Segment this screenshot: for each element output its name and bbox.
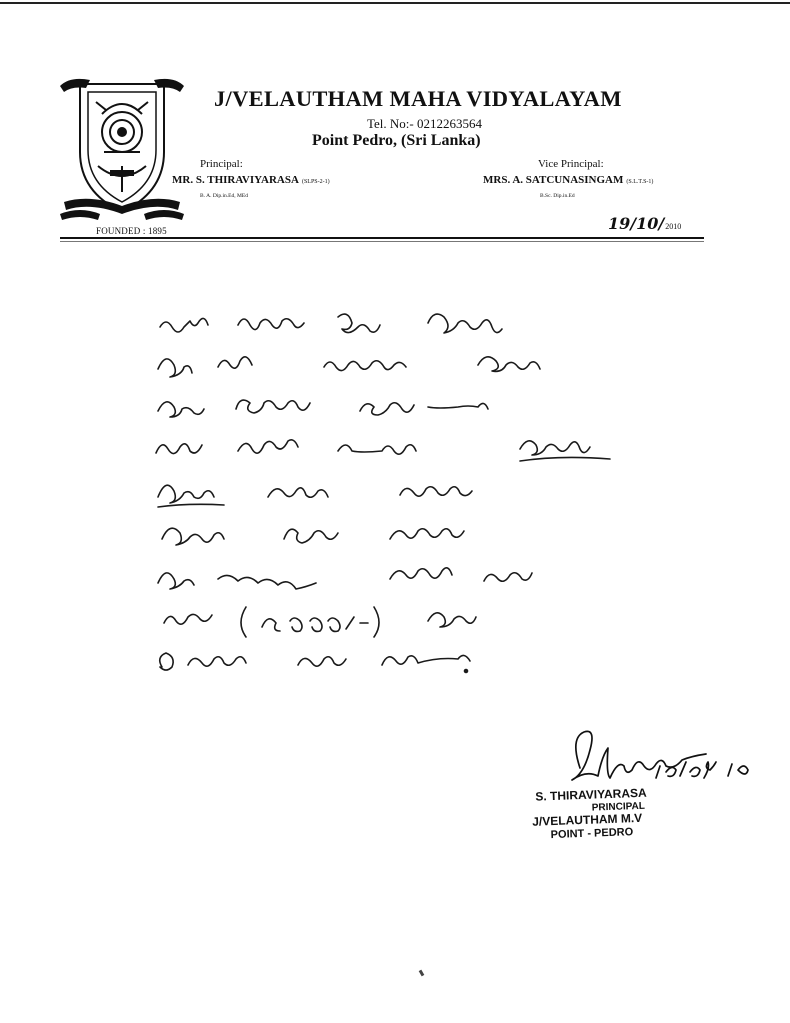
handwritten-letter-body (128, 303, 738, 713)
school-crest-emblem (60, 74, 184, 224)
printed-year: 2010 (665, 222, 682, 231)
principal-name-text: MR. S. THIRAVIYARASA (172, 174, 299, 186)
telephone-number: Tel. No:- 0212263564 (367, 116, 482, 131)
letterhead-rule-thin (60, 241, 704, 242)
letter-date (608, 214, 681, 234)
vice-principal-name (483, 174, 653, 186)
stamp-town: POINT - PEDRO (550, 826, 634, 842)
handwritten-date: 19/10/ (608, 214, 665, 233)
stamp-role: PRINCIPAL (591, 800, 646, 814)
scan-speck (419, 970, 425, 977)
founded-year: FOUNDED : 1895 (96, 226, 167, 236)
letterhead-rule (60, 237, 704, 239)
school-name: J/VELAUTHAM MAHA VIDYALAYAM (214, 86, 622, 111)
principal-qualifications: B. A. Dip.in.Ed, MEd (200, 193, 248, 199)
stamp-school: J/VELAUTHAM M.V (531, 811, 643, 830)
vice-principal-label: Vice Principal: (538, 158, 604, 170)
vice-principal-qualifications: B.Sc. Dip.in.Ed (540, 193, 575, 199)
school-address: Point Pedro, (Sri Lanka) (312, 132, 481, 149)
principal-label: Principal: (200, 158, 243, 170)
principal-name (172, 174, 330, 186)
stamp-name: S. THIRAVIYARASA (535, 785, 647, 804)
principal-grade: (SLPS-2-1) (301, 179, 330, 185)
top-edge-rule (0, 2, 790, 4)
vice-principal-grade: (S.L.T.S-1) (626, 179, 654, 185)
principal-stamp (519, 785, 701, 843)
vice-principal-name-text: MRS. A. SATCUNASINGAM (483, 174, 624, 186)
